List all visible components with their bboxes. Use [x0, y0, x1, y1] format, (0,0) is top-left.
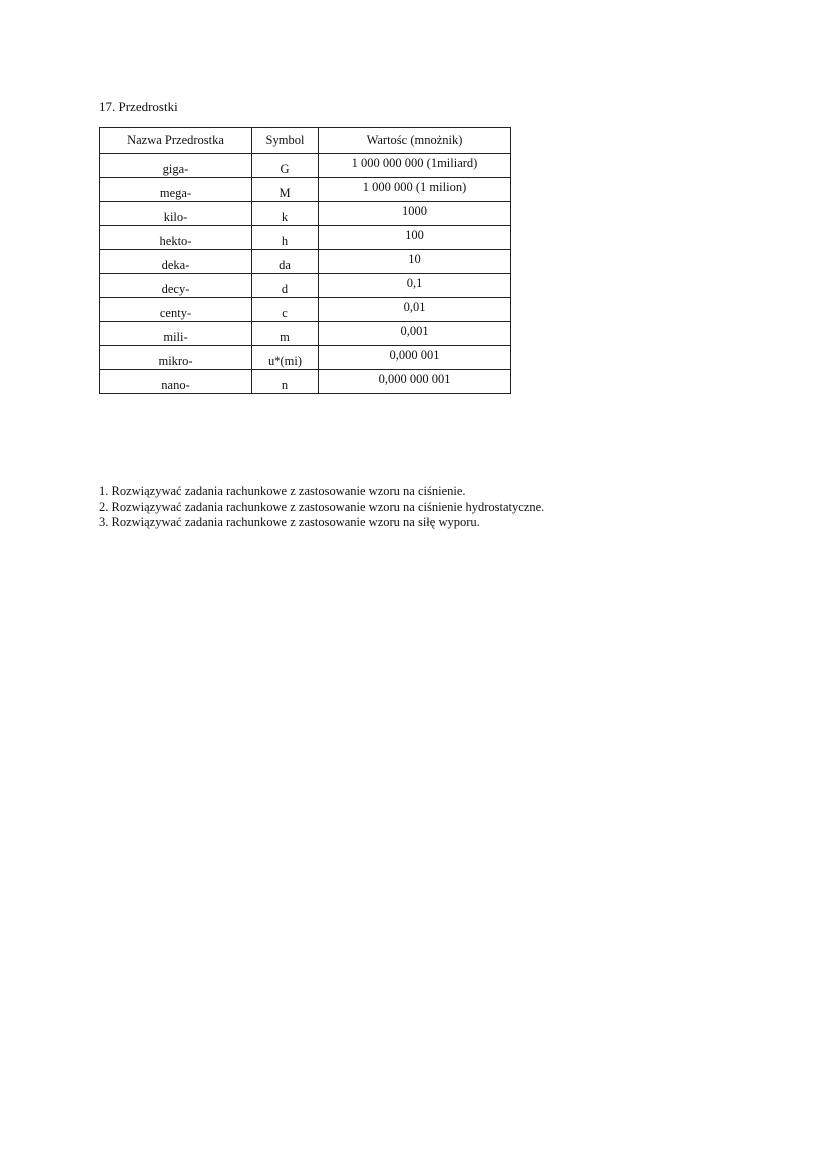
table-row: [100, 274, 511, 298]
prefix-symbol-cell: [252, 178, 319, 202]
prefix-value-cell: [319, 178, 511, 202]
prefix-name: decy-: [161, 282, 190, 296]
prefix-value: 0,01: [403, 300, 426, 314]
prefix-value: 0,1: [406, 276, 423, 290]
prefix-symbol: h: [281, 234, 289, 248]
column-header-name: Nazwa Przedrostka: [100, 128, 252, 154]
prefix-symbol-cell: [252, 226, 319, 250]
task-list: [99, 484, 544, 531]
prefix-value: 1 000 000 000 (1miliard): [351, 156, 478, 170]
table-header-row: [100, 128, 511, 154]
prefix-name-cell: [100, 274, 252, 298]
prefix-value: 0,000 001: [389, 348, 440, 362]
prefix-name: centy-: [159, 306, 192, 320]
prefix-symbol: n: [281, 378, 289, 392]
table-row: [100, 154, 511, 178]
prefix-value: 0,001: [400, 324, 429, 338]
list-item: 2. Rozwiązywać zadania rachunkowe z zastosowanie wzoru na ciśnienie hydrostatyczne.: [99, 499, 545, 514]
prefix-value: 100: [405, 228, 424, 242]
prefix-name-cell: [100, 202, 252, 226]
prefix-value-cell: [319, 250, 511, 274]
column-header-value: Wartośc (mnożnik): [319, 128, 511, 154]
prefix-name-cell: [100, 346, 252, 370]
prefix-symbol-cell: [252, 370, 319, 394]
prefix-name-cell: [100, 178, 252, 202]
prefix-symbol: u*(mi): [267, 354, 303, 368]
prefix-symbol-cell: [252, 202, 319, 226]
prefix-symbol: k: [281, 210, 289, 224]
prefix-name: kilo-: [163, 210, 188, 224]
prefix-value: 1000: [402, 204, 427, 218]
prefix-table: [99, 127, 511, 394]
table-row: [100, 370, 511, 394]
prefix-name: mega-: [159, 186, 192, 200]
prefix-value-cell: [319, 370, 511, 394]
prefix-name: hekto-: [159, 234, 192, 248]
column-header-symbol: Symbol: [252, 128, 319, 154]
prefix-symbol: m: [280, 330, 290, 344]
prefix-value-cell: [319, 274, 511, 298]
prefix-symbol: d: [281, 282, 289, 296]
list-item: 1. Rozwiązywać zadania rachunkowe z zastosowanie wzoru na ciśnienie.: [99, 484, 466, 498]
prefix-name: nano-: [161, 378, 190, 392]
section-title: 17. Przedrostki: [99, 99, 178, 114]
prefix-value-cell: [319, 298, 511, 322]
prefix-symbol: M: [279, 186, 291, 200]
prefix-value: 1 000 000 (1 milion): [362, 180, 467, 194]
prefix-symbol-cell: [252, 298, 319, 322]
table-row: [100, 298, 511, 322]
prefix-value-cell: [319, 154, 511, 178]
prefix-symbol-cell: [252, 250, 319, 274]
prefix-name-cell: [100, 298, 252, 322]
list-item: 3. Rozwiązywać zadania rachunkowe z zastosowanie wzoru na siłę wyporu.: [99, 515, 480, 529]
prefix-name-cell: [100, 226, 252, 250]
prefix-value-cell: [319, 346, 511, 370]
prefix-symbol-cell: [252, 154, 319, 178]
prefix-symbol-cell: [252, 274, 319, 298]
prefix-symbol: G: [280, 162, 290, 176]
table-row: [100, 202, 511, 226]
prefix-name: mili-: [163, 330, 188, 344]
prefix-value-cell: [319, 226, 511, 250]
table-row: [100, 346, 511, 370]
prefix-symbol: da: [279, 258, 291, 272]
prefix-name: deka-: [161, 258, 190, 272]
prefix-value-cell: [319, 202, 511, 226]
prefix-symbol-cell: [252, 322, 319, 346]
table-row: [100, 178, 511, 202]
prefix-symbol-cell: [252, 346, 319, 370]
prefix-name: mikro-: [158, 354, 193, 368]
prefix-value-cell: [319, 322, 511, 346]
table-row: [100, 322, 511, 346]
prefix-value: 0,000 000 001: [378, 372, 451, 386]
table-row: [100, 250, 511, 274]
prefix-name-cell: [100, 250, 252, 274]
prefix-symbol: c: [282, 306, 288, 320]
table-row: [100, 226, 511, 250]
prefix-name-cell: [100, 322, 252, 346]
prefix-name: giga-: [162, 162, 189, 176]
prefix-name-cell: [100, 154, 252, 178]
prefix-name-cell: [100, 370, 252, 394]
prefix-value: 10: [408, 252, 421, 266]
